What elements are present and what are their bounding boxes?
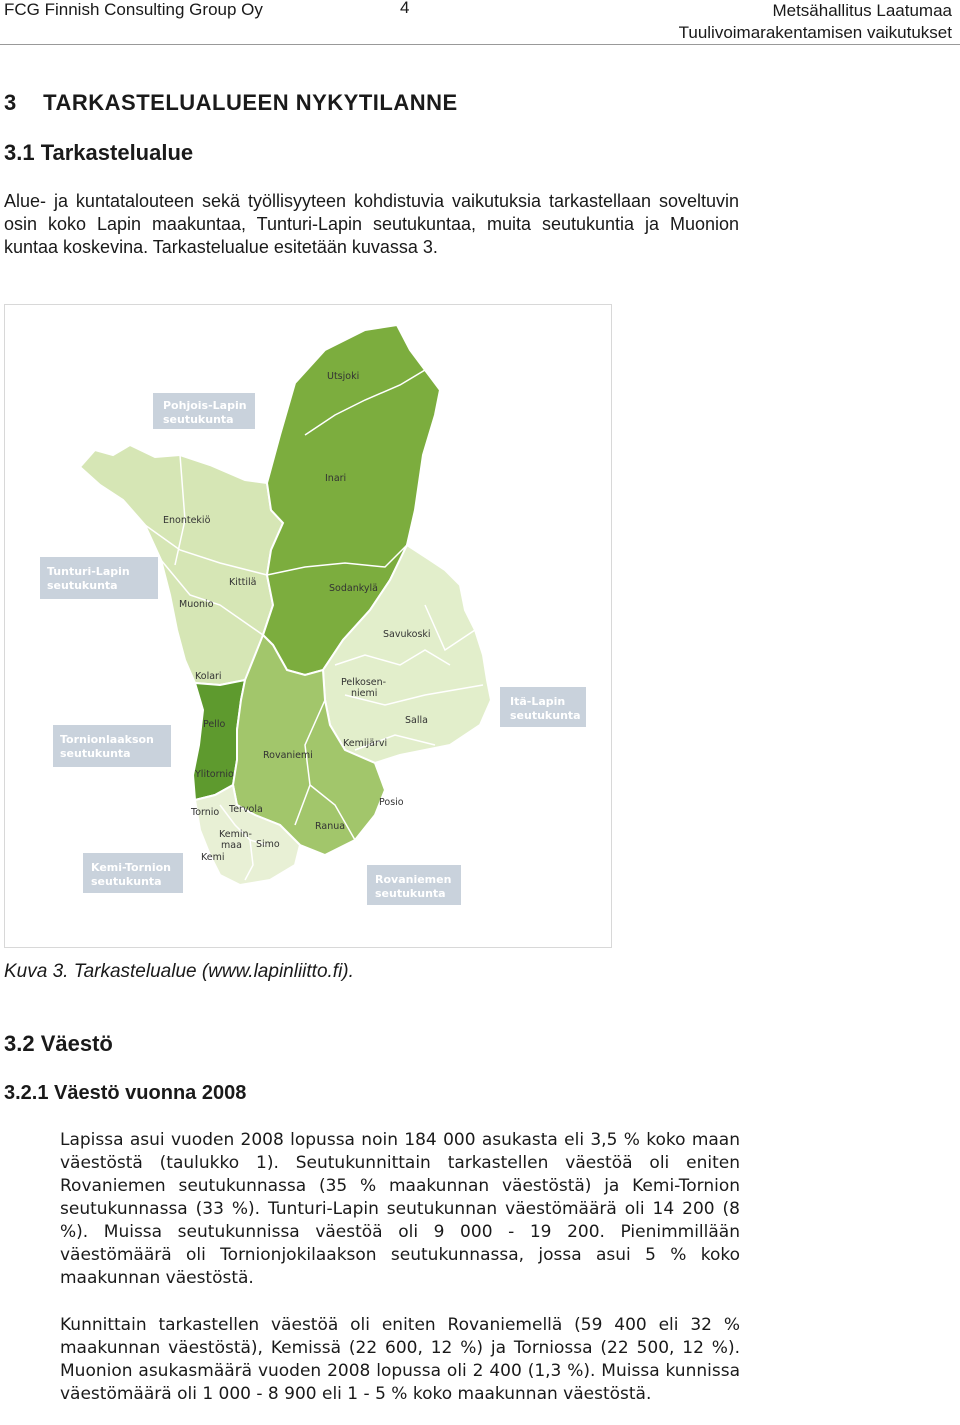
subsection-heading-vaesto-2008: 3.2.1 Väestö vuonna 2008 <box>4 1082 247 1104</box>
header-company: FCG Finnish Consulting Group Oy <box>4 0 263 19</box>
label-ylitornio: Ylitornio <box>195 769 234 780</box>
label-tervola: Tervola <box>229 804 263 815</box>
region-label-rovaniemen <box>367 865 461 905</box>
svg-text:Tornionlaakson: Tornionlaakson <box>60 733 154 746</box>
label-tornio: Tornio <box>191 807 220 818</box>
region-label-ita-lapin <box>500 687 586 727</box>
svg-text:Pohjois-Lapin: Pohjois-Lapin <box>163 399 247 412</box>
region-label-kemi-tornion <box>83 853 183 893</box>
label-savukoski: Savukoski <box>383 629 431 640</box>
label-salla: Salla <box>405 715 428 726</box>
page-number: 4 <box>400 0 410 17</box>
label-keminmaa: Kemin- <box>219 829 252 840</box>
svg-text:seutukunta: seutukunta <box>510 709 581 722</box>
label-sodankyla: Sodankylä <box>329 583 378 594</box>
figure-caption: Kuva 3. Tarkastelualue (www.lapinliitto.fi). <box>4 961 354 982</box>
label-kemi: Kemi <box>201 852 225 863</box>
svg-text:niemi: niemi <box>351 688 378 699</box>
svg-text:seutukunta: seutukunta <box>60 747 131 760</box>
lapland-region-map <box>4 304 612 948</box>
chapter-heading: 3 TARKASTELUALUEEN NYKYTILANNE <box>4 90 458 115</box>
svg-text:seutukunta: seutukunta <box>163 413 234 426</box>
label-simo: Simo <box>256 839 280 850</box>
label-enontekio: Enontekiö <box>163 515 211 526</box>
intro-paragraph: Alue- ja kuntatalouteen sekä työllisyyteen kohdistuvia vaikutuksia tarkastellaan soveltuvin osin koko Lapin maakuntaa, Tunturi-Lapin seutukuntaa, muita seutukuntia ja Muonion kuntaa koskevina. Tarkastelualue esitetään kuvassa 3. <box>4 191 739 257</box>
svg-text:Tunturi-Lapin: Tunturi-Lapin <box>47 565 130 578</box>
label-kittila: Kittilä <box>229 577 257 588</box>
header-divider <box>0 44 960 45</box>
label-kolari: Kolari <box>195 671 222 682</box>
label-pello: Pello <box>203 719 226 730</box>
svg-text:maa: maa <box>221 840 242 851</box>
label-ranua: Ranua <box>315 821 346 832</box>
label-pelkosenniemi: Pelkosen- <box>341 677 387 688</box>
region-label-tornionlaakson <box>53 725 171 767</box>
svg-text:seutukunta: seutukunta <box>47 579 118 592</box>
label-posio: Posio <box>379 797 404 808</box>
label-muonio: Muonio <box>179 599 214 610</box>
region-label-tunturi <box>40 557 158 599</box>
map-svg <box>5 305 611 947</box>
label-rovaniemi: Rovaniemi <box>263 750 313 761</box>
svg-text:seutukunta: seutukunta <box>91 875 162 888</box>
section-heading-vaesto: 3.2 Väestö <box>4 1031 113 1056</box>
region-label-pohjois <box>153 393 255 429</box>
label-utsjoki: Utsjoki <box>327 371 360 382</box>
svg-text:seutukunta: seutukunta <box>375 887 446 900</box>
population-paragraph-1: Lapissa asui vuoden 2008 lopussa noin 184 000 asukasta eli 3,5 % koko maan väestöstä (taulukko 1). Seutukunnittain tarkastellen väestöä oli eniten Rovaniemen seutukunnassa (35 % maakunnan väestöstä) ja Kemi-Tornion seutukunnassa (33 %). Tunturi-Lapin seutukunnan väestömäärä oli 14 200 (8 %). Muissa seutukunnissa väestöä oli 9 000 - 19 200. Pienimmillään väestömäärä oli Tornionjokilaakson seutukunnassa, jossa asui 5 % koko maakunnan väestöstä. <box>60 1130 740 1288</box>
svg-text:Itä-Lapin: Itä-Lapin <box>510 695 566 708</box>
svg-text:Rovaniemen: Rovaniemen <box>375 873 452 886</box>
svg-text:Kemi-Tornion: Kemi-Tornion <box>91 861 171 874</box>
header-client: Metsähallitus Laatumaa <box>772 1 952 20</box>
label-inari: Inari <box>325 473 347 484</box>
header-title: Tuulivoimarakentamisen vaikutukset <box>678 23 952 42</box>
population-paragraph-2: Kunnittain tarkastellen väestöä oli eniten Rovaniemellä (59 400 eli 32 % maakunnan väestöstä), Kemissä (22 600, 12 %) ja Torniossa (22 500, 12 %). Muonion asukasmäärä vuoden 2008 lopussa oli 2 400 (1,3 %). Muissa kunnissa väestömäärä oli 1 000 - 8 900 eli 1 - 5 % koko maakunnan väestöstä. <box>60 1315 740 1404</box>
label-kemijarvi: Kemijärvi <box>343 738 388 749</box>
section-heading-tarkastelualue: 3.1 Tarkastelualue <box>4 140 194 165</box>
header-project <box>679 0 952 44</box>
